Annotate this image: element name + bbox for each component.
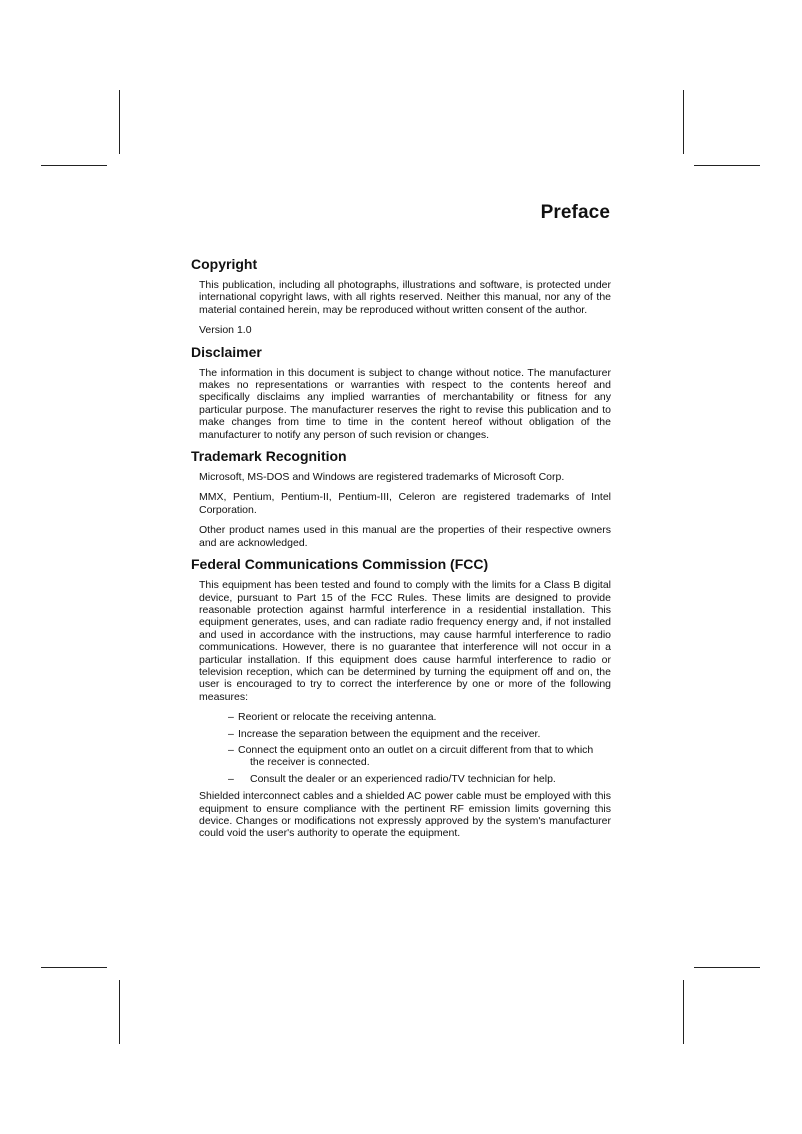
crop-mark-top-right-vertical xyxy=(683,90,684,154)
list-item-text: Reorient or relocate the receiving antenna. xyxy=(238,711,437,724)
list-item-text: Connect the equipment onto an outlet on a circuit different from that to which xyxy=(238,743,594,756)
section-heading: Federal Communications Commission (FCC) xyxy=(191,556,489,573)
fcc-measures-list xyxy=(199,711,611,785)
dash-marker: – xyxy=(228,743,234,756)
dash-marker: – xyxy=(228,727,234,740)
fcc-closing-paragraph: Shielded interconnect cables and a shielded AC power cable must be employed with this equipment to ensure compliance with the pertinent RF emission limits governing this device. Changes or modifications not expressly approved by the system's manufacturer could void the user's authority to operate the equipment. xyxy=(199,790,611,840)
section-fcc xyxy=(191,556,611,840)
section-body xyxy=(191,361,611,441)
section-copyright xyxy=(191,256,611,337)
crop-mark-bottom-left-vertical xyxy=(119,980,120,1044)
version-text: Version 1.0 xyxy=(199,324,252,337)
trademark-paragraph-intel: MMX, Pentium, Pentium-II, Pentium-III, Celeron are registered trademarks of Intel Corporation. xyxy=(199,491,611,516)
section-disclaimer xyxy=(191,344,611,441)
section-body xyxy=(191,573,611,840)
section-body xyxy=(191,273,611,337)
section-trademark-recognition xyxy=(191,448,611,549)
list-item xyxy=(220,744,611,769)
crop-mark-bottom-right-horizontal xyxy=(694,967,760,968)
crop-mark-top-left-vertical xyxy=(119,90,120,154)
copyright-paragraph: This publication, including all photographs, illustrations and software, is protected under international copyright laws, with all rights reserved. Neither this manual, nor any of the material contained herein, may be reproduced without written consent of the author. xyxy=(199,279,611,316)
crop-mark-bottom-left-horizontal xyxy=(41,967,107,968)
trademark-paragraph-microsoft: Microsoft, MS-DOS and Windows are registered trademarks of Microsoft Corp. xyxy=(199,471,565,484)
list-item-text: Increase the separation between the equipment and the receiver. xyxy=(238,727,541,740)
list-item xyxy=(220,773,611,785)
fcc-intro-paragraph: This equipment has been tested and found to comply with the limits for a Class B digital device, pursuant to Part 15 of the FCC Rules. These limits are designed to provide reasonable protection against harmful interference in a residential installation. This equipment generates, uses, and can radiate radio frequency energy and, if not installed and used in accordance with the instructions, may cause harmful interference to radio communications. However, there is no guarantee that interference will not occur in a particular installation. If this equipment does cause harmful interference to radio or television reception, which can be determined by turning the equipment off and on, the user is encouraged to try to correct the interference by one or more of the following measures: xyxy=(199,579,611,703)
list-item xyxy=(220,711,611,723)
list-item-text: Consult the dealer or an experienced radio/TV technician for help. xyxy=(250,772,556,785)
section-body xyxy=(191,465,611,549)
list-item-continuation: the receiver is connected. xyxy=(250,756,370,769)
section-heading: Copyright xyxy=(191,256,258,272)
document-body xyxy=(191,256,611,847)
crop-mark-bottom-right-vertical xyxy=(683,980,684,1044)
crop-mark-top-left-horizontal xyxy=(41,165,107,166)
section-heading: Trademark Recognition xyxy=(191,448,347,465)
section-heading: Disclaimer xyxy=(191,343,262,360)
dash-marker: – xyxy=(228,772,234,785)
dash-marker: – xyxy=(228,711,234,724)
trademark-paragraph-other: Other product names used in this manual are the properties of their respective owners and are acknowledged. xyxy=(199,524,611,549)
disclaimer-paragraph: The information in this document is subject to change without notice. The manufacturer makes no representations or warranties with respect to the contents hereof and specifically disclaims any implied warranties of merchantability or fitness for any particular purpose. The manufacturer reserves the right to revise this publication and to make changes from time to time in the content hereof without obligation of the manufacturer to notify any person of such revision or changes. xyxy=(199,366,611,441)
list-item xyxy=(220,728,611,740)
page-title: Preface xyxy=(540,202,610,223)
crop-mark-top-right-horizontal xyxy=(694,165,760,166)
